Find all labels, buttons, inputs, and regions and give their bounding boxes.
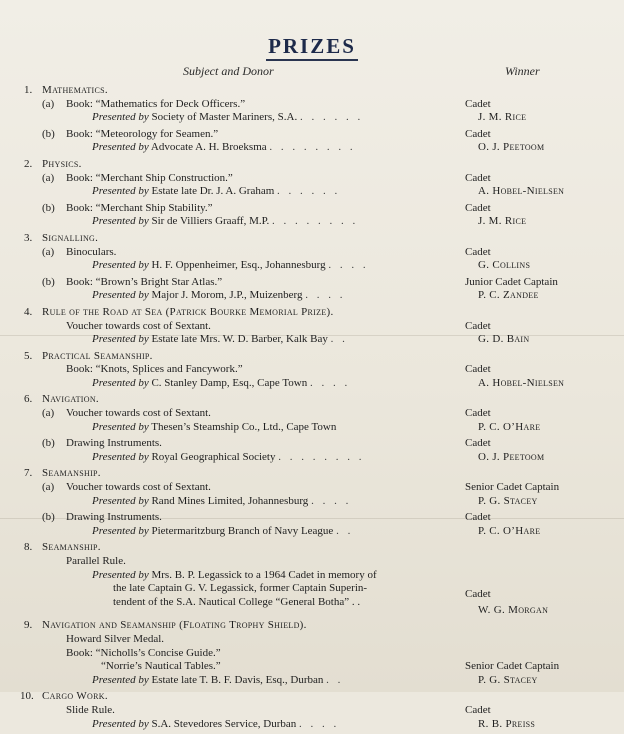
winner-name: P. G. Stacey <box>478 673 538 686</box>
winner-name: J. M. Rice <box>478 215 527 228</box>
presented-by-label: Presented by <box>92 420 149 433</box>
winner-header: Winner <box>505 64 540 78</box>
prize-item: Howard Silver Medal. <box>66 632 165 645</box>
donor: Major J. Morom, J.P., Muizenberg <box>151 289 303 302</box>
presented-by-label: Presented by <box>92 494 149 507</box>
donor: S.A. Stevedores Service, Durban <box>151 717 297 730</box>
donor: Royal Geographical Society <box>151 450 276 463</box>
prize-section-seamanship-parallel-rule <box>0 541 624 617</box>
donor: Estate late Mrs. W. D. Barber, Kalk Bay <box>151 333 328 346</box>
presented-by-label: Presented by <box>92 673 149 686</box>
presented-by-label: Presented by <box>92 259 149 272</box>
prize-item: Book: “Knots, Splices and Fancywork.” <box>66 363 243 376</box>
leader-dots: . . . . <box>309 376 351 389</box>
section-title: Seamanship. <box>42 467 101 480</box>
section-number: 9. <box>24 619 33 632</box>
prize-item: Voucher towards cost of Sextant. <box>66 407 211 420</box>
winner-name: J. M. Rice <box>478 111 527 124</box>
presented-by-label: Presented by <box>92 376 149 389</box>
donor: Advocate A. H. Broeksma <box>150 141 267 154</box>
subject-donor-header: Subject and Donor <box>183 64 274 78</box>
presented-by-label: Presented by <box>92 141 149 154</box>
donor: Estate late T. B. F. Davis, Esq., Durban <box>151 673 324 686</box>
entry-label: (b) <box>42 201 55 214</box>
prize-section-physics <box>0 158 624 229</box>
section-title: Rule of the Road at Sea (Patrick Bourke Memorial Prize). <box>42 305 334 318</box>
entry-label: (a) <box>42 481 55 494</box>
donor: Rand Mines Limited, Johannesburg <box>151 494 309 507</box>
entry-label: (b) <box>42 127 55 140</box>
entry-label: (a) <box>42 171 55 184</box>
section-title: Practical Seamanship. <box>42 349 153 362</box>
presented-by-label: Presented by <box>92 450 149 463</box>
winner-name: R. B. Preiss <box>478 717 536 730</box>
prize-item: Drawing Instruments. <box>66 511 162 524</box>
winner-role: Cadet <box>465 245 491 258</box>
section-number: 1. <box>24 84 33 96</box>
donor-line: tendent of the S.A. Nautical College “General Botha” . . <box>113 595 361 608</box>
entry-label: (a) <box>42 245 55 258</box>
prize-list <box>0 84 624 734</box>
leader-dots: . . . . <box>311 494 352 507</box>
winner-role: Cadet <box>465 437 491 450</box>
donor: Sir de Villiers Graaff, M.P. <box>151 215 270 228</box>
winner-role: Senior Cadet Captain <box>465 481 560 494</box>
section-number: 4. <box>24 305 33 318</box>
prize-item: Binoculars. <box>66 245 117 258</box>
section-title: Seamanship. <box>42 541 101 554</box>
section-number: 3. <box>24 231 33 244</box>
prize-item: Parallel Rule. <box>66 555 126 567</box>
section-number: 5. <box>24 349 33 362</box>
title-underline <box>266 59 358 61</box>
section-number: 2. <box>24 157 33 170</box>
leader-dots: . . . . . . . . <box>278 450 365 463</box>
prize-item: Book: “Mathematics for Deck Officers.” <box>66 97 246 110</box>
winner-role: Cadet <box>465 363 491 376</box>
winner-name: P. C. O’Hare <box>478 420 541 433</box>
winner-name: G. D. Bain <box>478 333 530 346</box>
donor: C. Stanley Damp, Esq., Cape Town <box>151 376 308 389</box>
donor: Pietermaritzburg Branch of Navy League <box>151 524 334 537</box>
prize-section-navigation-and-seamanship <box>0 619 624 687</box>
presented-by-label: Presented by <box>92 289 149 302</box>
winner-role: Cadet <box>465 407 491 420</box>
section-number: 7. <box>24 467 33 480</box>
section-title: Mathematics. <box>42 84 108 96</box>
winner-name: O. J. Peetoom <box>478 141 545 154</box>
section-title: Cargo Work. <box>42 690 108 703</box>
prize-item: Book: “Merchant Ship Construction.” <box>66 171 233 184</box>
leader-dots: . . <box>336 524 354 537</box>
prize-section-navigation <box>0 393 624 464</box>
prize-section-signalling <box>0 232 624 303</box>
entry-label: (b) <box>42 437 55 450</box>
winner-role: Cadet <box>465 127 491 140</box>
leader-dots: . . . . . . . . <box>272 215 359 228</box>
section-number: 6. <box>24 393 33 406</box>
leader-dots: . . . . . . <box>299 111 364 124</box>
leader-dots: . . . . <box>328 259 369 272</box>
donor: H. F. Oppenheimer, Esq., Johannesburg <box>151 259 326 272</box>
winner-name: A. Hobel-Nielsen <box>478 376 565 389</box>
presented-by-label: Presented by <box>92 717 149 730</box>
winner-role: Senior Cadet Captain <box>465 660 560 673</box>
presented-by-label: Presented by <box>92 568 149 581</box>
winner-role: Cadet <box>465 97 491 110</box>
donor: Thesen’s Steamship Co., Ltd., Cape Town <box>151 420 337 433</box>
presented-by-label: Presented by <box>92 111 149 124</box>
prize-item: Book: “Nicholls’s Concise Guide.” <box>66 646 221 659</box>
section-number: 8. <box>24 541 33 554</box>
section-title: Physics. <box>42 157 82 170</box>
donor: Estate late Dr. J. A. Graham <box>151 185 275 198</box>
winner-name: G. Collins <box>478 259 531 272</box>
winner-name: P. C. Zandee <box>478 289 539 302</box>
winner-role: Cadet <box>465 171 491 184</box>
prize-section-practical-seamanship <box>0 350 624 391</box>
entry-label: (a) <box>42 97 55 110</box>
entry-label: (b) <box>42 275 55 288</box>
presented-by-label: Presented by <box>92 185 149 198</box>
prize-item: Voucher towards cost of Sextant. <box>66 319 211 332</box>
prize-item: Book: “Merchant Ship Stability.” <box>66 201 213 214</box>
donor: Society of Master Mariners, S.A. <box>151 111 298 124</box>
winner-name: P. C. O’Hare <box>478 524 541 537</box>
leader-dots: . . . . . . . . <box>269 141 356 154</box>
winner-role: Cadet <box>465 703 491 716</box>
entry-label: (b) <box>42 511 55 524</box>
prize-item: Slide Rule. <box>66 703 115 716</box>
presented-by-label: Presented by <box>92 524 149 537</box>
section-title: Navigation. <box>42 393 99 406</box>
winner-name: W. G. Morgan <box>478 604 549 617</box>
prize-item: Book: “Brown’s Bright Star Atlas.” <box>66 275 223 288</box>
entry-label: (a) <box>42 407 55 420</box>
prize-section-cargo-work <box>0 690 624 731</box>
presented-by-label: Presented by <box>92 333 149 346</box>
page-title: PRIZES <box>268 34 356 58</box>
prize-section-rule-of-the-road <box>0 306 624 347</box>
prize-section-seamanship <box>0 467 624 538</box>
leader-dots: . . <box>330 333 348 346</box>
winner-role: Cadet <box>465 201 491 214</box>
prize-item: Drawing Instruments. <box>66 437 162 450</box>
winner-role: Junior Cadet Captain <box>465 275 558 288</box>
prize-item: Voucher towards cost of Sextant. <box>66 481 211 494</box>
winner-name: A. Hobel-Nielsen <box>478 185 565 198</box>
leader-dots: . . . . . . <box>277 185 341 198</box>
prize-item: Book: “Meteorology for Seamen.” <box>66 127 219 140</box>
section-title: Signalling. <box>42 231 99 244</box>
section-number: 10. <box>20 690 34 703</box>
presented-by-label: Presented by <box>92 215 149 228</box>
donor-line: Mrs. B. P. Legassick to a 1964 Cadet in memory of <box>151 568 377 581</box>
prize-section-mathematics <box>0 84 624 155</box>
donor-line: the late Captain G. V. Legassick, former Captain Superin- <box>113 582 368 595</box>
leader-dots: . . . . <box>299 717 340 730</box>
prize-item: “Norrie’s Nautical Tables.” <box>101 660 221 673</box>
winner-name: O. J. Peetoom <box>478 450 545 463</box>
winner-name: P. G. Stacey <box>478 494 538 507</box>
section-title: Navigation and Seamanship (Floating Trophy Shield). <box>42 619 307 632</box>
leader-dots: . . . . <box>305 289 346 302</box>
leader-dots: . . <box>326 673 344 686</box>
winner-role: Cadet <box>465 511 491 524</box>
winner-role: Cadet <box>465 319 491 332</box>
winner-role: Cadet <box>465 587 491 600</box>
